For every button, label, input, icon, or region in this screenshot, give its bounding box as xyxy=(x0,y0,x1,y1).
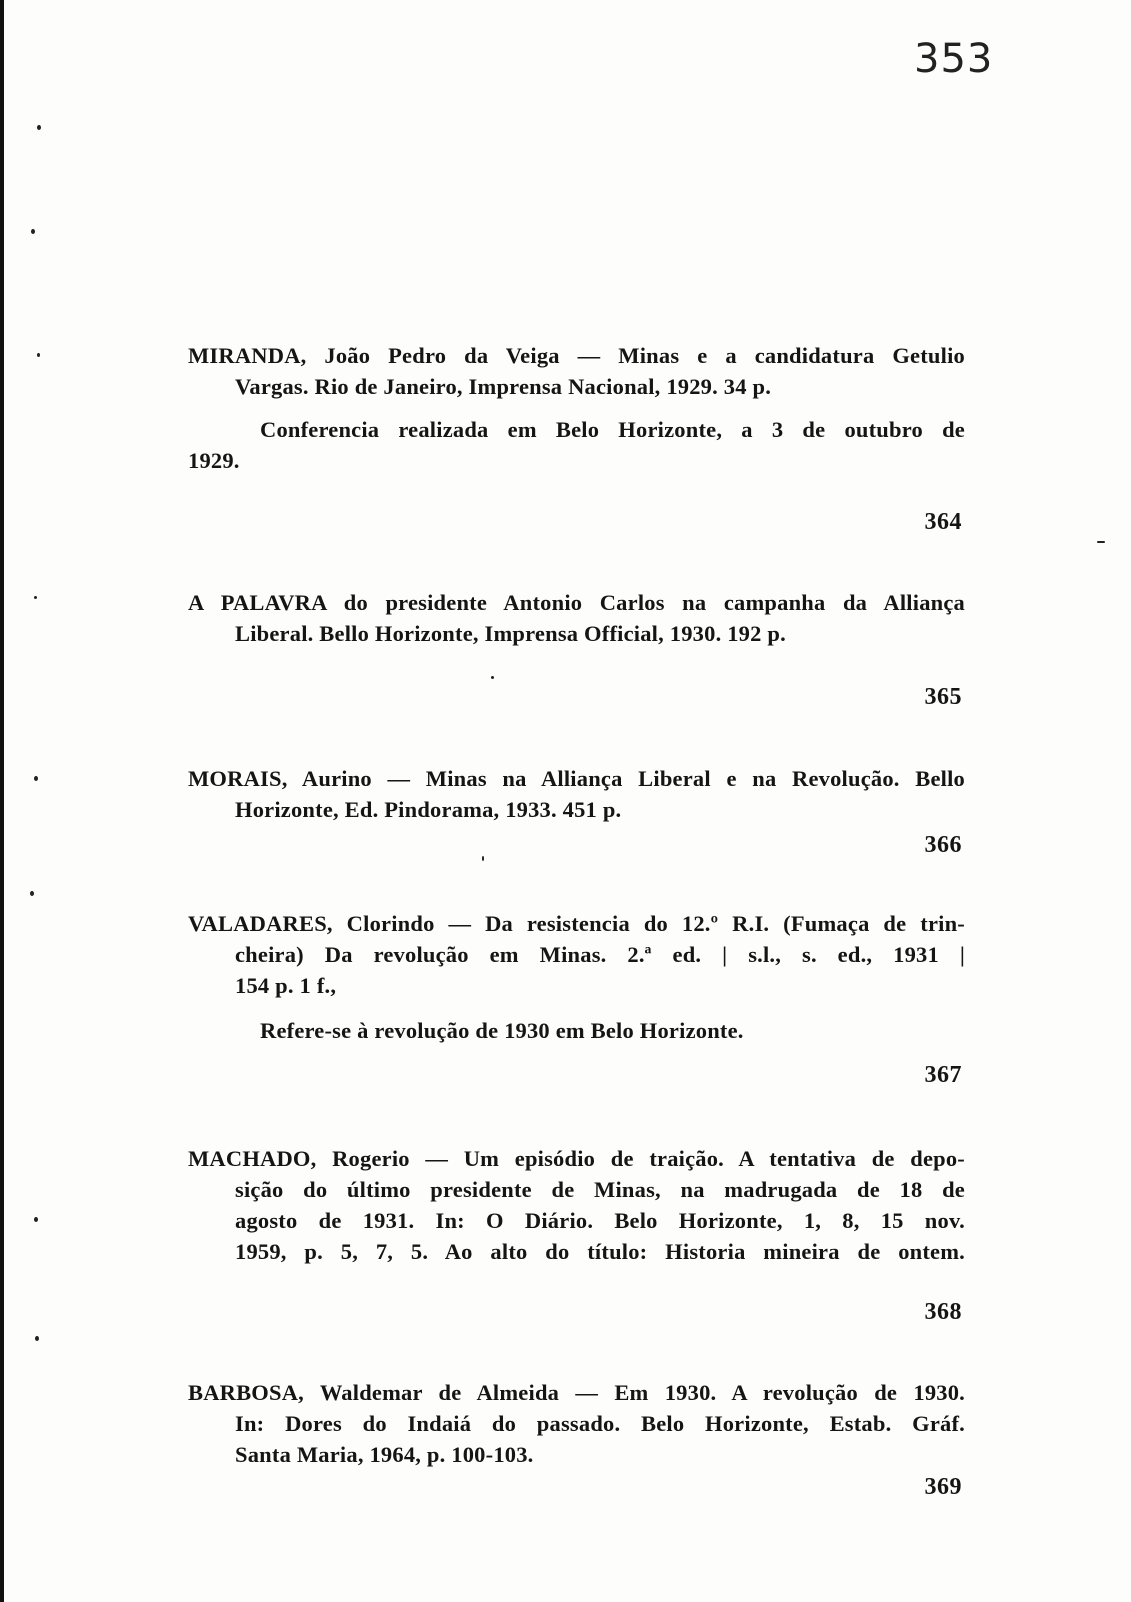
entry-line: Santa Maria, 1964, p. 100-103. xyxy=(235,1442,534,1467)
entry-line: BARBOSA, Waldemar de Almeida — Em 1930. A revolução de 1930. xyxy=(188,1380,965,1405)
scan-speck xyxy=(31,229,35,234)
page-number: 353 xyxy=(914,36,994,82)
entry-note-line: 1929. xyxy=(188,448,240,473)
entry-line: Liberal. Bello Horizonte, Imprensa Official, 1930. 192 p. xyxy=(235,621,786,646)
entry-line: VALADARES, Clorindo — Da resistencia do 12.º R.I. (Fumaça de trin- xyxy=(188,911,965,936)
entry-line: Horizonte, Ed. Pindorama, 1933. 451 p. xyxy=(235,797,622,822)
scan-border xyxy=(0,0,4,1602)
entry-line: Vargas. Rio de Janeiro, Imprensa Nacional, 1929. 34 p. xyxy=(235,374,772,399)
entry-line: MIRANDA, João Pedro da Veiga — Minas e a candidatura Getulio xyxy=(188,343,965,368)
entry-number: 364 xyxy=(924,509,962,535)
scan-speck xyxy=(34,776,38,781)
scan-speck xyxy=(491,676,494,679)
scan-speck xyxy=(34,596,37,599)
entry-note-line: Conferencia realizada em Belo Horizonte, a 3 de outubro de xyxy=(260,417,965,442)
bibliography-entry xyxy=(188,587,965,649)
bibliography-entry xyxy=(188,1377,965,1470)
scan-speck xyxy=(1097,541,1105,543)
bibliography-entry xyxy=(188,1143,965,1267)
entry-number: 368 xyxy=(924,1299,962,1325)
entry-line: cheira) Da revolução em Minas. 2.ª ed. | s.l., s. ed., 1931 | xyxy=(235,942,965,967)
entry-number: 365 xyxy=(924,684,962,710)
entry-line: 1959, p. 5, 7, 5. Ao alto do título: Historia mineira de ontem. xyxy=(235,1239,965,1264)
entry-number: 367 xyxy=(924,1062,962,1088)
bibliography-entry xyxy=(188,763,965,825)
entry-line: sição do último presidente de Minas, na madrugada de 18 de xyxy=(235,1177,965,1202)
entry-line: MACHADO, Rogerio — Um episódio de traição. A tentativa de depo- xyxy=(188,1146,965,1171)
bibliography-entry xyxy=(188,340,965,476)
scan-speck xyxy=(37,353,40,357)
scan-speck xyxy=(34,1217,38,1222)
entry-line: 154 p. 1 f., xyxy=(235,973,337,998)
entry-line: In: Dores do Indaiá do passado. Belo Horizonte, Estab. Gráf. xyxy=(235,1411,965,1436)
entry-number: 369 xyxy=(924,1474,962,1500)
entry-line: A PALAVRA do presidente Antonio Carlos na campanha da Alliança xyxy=(188,590,965,615)
scan-speck xyxy=(35,1336,39,1341)
scan-speck xyxy=(30,891,34,896)
entry-note-line: Refere-se à revolução de 1930 em Belo Horizonte. xyxy=(260,1018,744,1043)
entry-line: agosto de 1931. In: O Diário. Belo Horizonte, 1, 8, 15 nov. xyxy=(235,1208,965,1233)
bibliography-entry xyxy=(188,908,965,1046)
scan-speck xyxy=(37,125,41,130)
entry-line: MORAIS, Aurino — Minas na Alliança Liberal e na Revolução. Bello xyxy=(188,766,965,791)
entry-number: 366 xyxy=(924,832,962,858)
